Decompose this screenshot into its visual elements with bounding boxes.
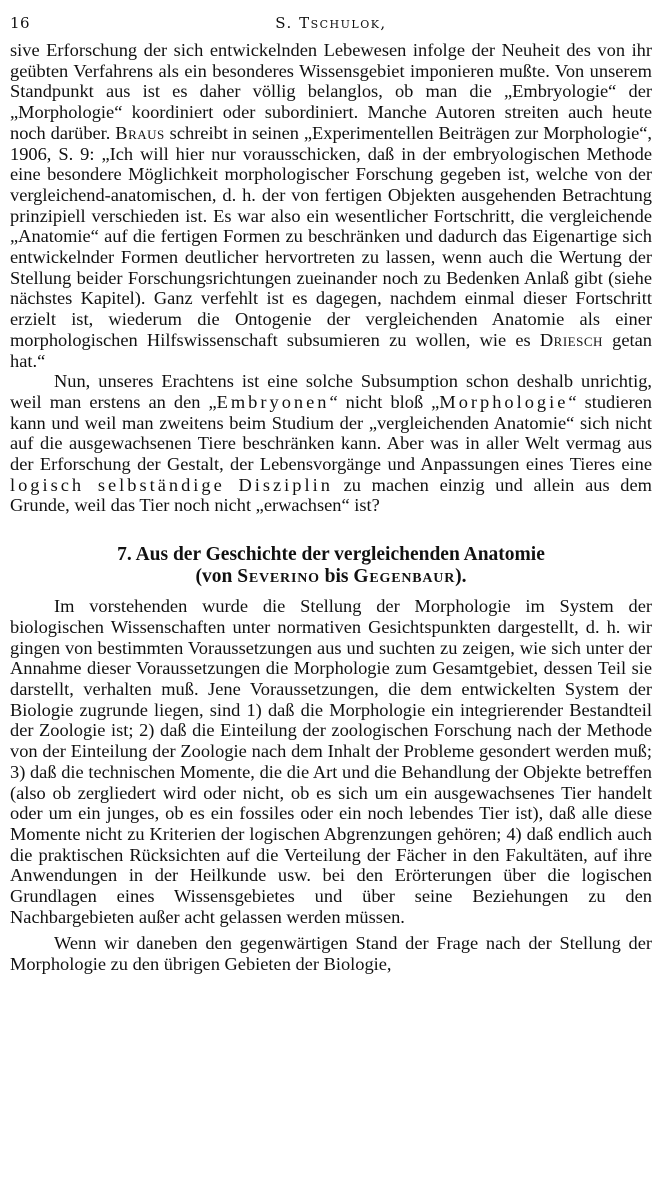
braus-quote: schreibt in seinen „Experimentellen Beiträgen zur Morphologie“, 1906, S. 9: „Ich will hier nur vorausschicken, daß in der embryologischen Methode eine besondere Möglichkeit morphologischer Forschung gegeben ist, welche von der vergleichend-anatomischen, d. h. der von fertigen Objekten ausgehenden Betrachtung prinzipiell verschieden ist. Es war also ein wesentlicher Fortschritt, die vergleichende „Anatomie“ auf die fertigen Formen zu beschränken und dadurch das Eigenartige sich entwickelnder Formen deutlicher hervortreten zu lassen, wenn auch die Wertung der Stellung beider Forschungsrichtungen zueinander noch zu Bedenken Anlaß gibt (siehe nächstes Kapitel). Ganz verfehlt ist es dagegen, nachdem einmal dieser Fortschritt erzielt ist, wiederum die Ontogenie der vergleichenden Anatomie als einer morphologischen Hilfswissenschaft subsumieren zu wollen, wie es [10, 122, 652, 350]
paragraph-text: “ nicht bloß „ [329, 391, 440, 412]
paragraph-text: zu machen einzig und allein aus dem Grunde, weil das Tier noch nicht „erwachsen“ ist? [10, 474, 652, 516]
running-header [10, 14, 652, 40]
quote-ending: getan hat.“ [10, 329, 652, 371]
book-page [10, 14, 652, 975]
author-name-braus: Braus [115, 122, 165, 143]
paragraph-continuation [10, 40, 652, 371]
emphasized-term: Morphologie [439, 391, 569, 412]
section-heading [10, 544, 652, 588]
emphasized-term: Embryonen [216, 391, 330, 412]
author-name-driesch: Driesch [539, 329, 603, 350]
page-body [10, 40, 652, 975]
name-severino: Severino [237, 566, 320, 588]
running-title: S. Tschulok, [275, 14, 387, 32]
paragraph-subsumption [10, 371, 652, 516]
paragraph-text: “ studieren kann und weil man zweitens beim Studium der „vergleichenden Anatomie“ sich nicht auf die ausgewachsenen Tiere beschränken kann. Aber was in aller Welt vermag aus der Erforschung der Gestalt, der Lebensvorgänge und Anpassungen eines Tieres eine [10, 391, 652, 475]
paragraph-text: sive Erforschung der sich entwickelnden Lebewesen infolge der Neuheit des von ihr geübten Verfahrens als ein besonderes Wissensgebiet imponieren mußte. Von unserem Standpunkt aus ist es daher völlig belanglos, ob man die „Embryologie“ der „Morphologie“ koordiniert oder subordiniert. Manche Autoren streiten auch heute noch darüber. [10, 40, 652, 143]
name-gegenbaur: Gegenbaur [353, 566, 456, 588]
section-heading-line2: (von Severino bis Gegenbaur). [195, 566, 467, 588]
paragraph-voraussetzungen: Im vorstehenden wurde die Stellung der Morphologie im System der biologischen Wissenschaften unter normativen Gesichtspunkten dargestellt, d. h. wir gingen von bestimmten Voraussetzungen aus und suchten zu zeigen, wie sich unter der Annahme dieser Voraussetzungen die Morphologie zum Gesamtgebiet, dessen Teil sie darstellt, verhalten muß. Jene Voraussetzungen, die dem entwickelten System der Biologie zugrunde liegen, sind 1) daß die Morphologie ein integrierender Bestandteil der Zoologie ist; 2) daß die Einteilung der zoologischen Forschung nach der Methode von der Einteilung der Zoologie nach dem Inhalt der Probleme gesondert werden muß; 3) daß die technischen Momente, die die Art und die Behandlung der Objekte betreffen (also ob zergliedert wird oder nicht, ob es sich um ein ausgewachsenes Tier handelt oder um ein junges, ob es ein fossiles oder ein noch lebendes Tier ist), daß alle diese Momente nicht zu Kriterien der logischen Abgrenzungen gehören; 4) daß endlich auch die praktischen Rücksichten auf die Verteilung der Fächer in den Fakultäten, auf ihre Anwendungen in der Heilkunde usw. bei den Erörterungen über die logischen Grundlagen eines Wissensgebietes und über seine Beziehungen zu den Nachbargebieten außer acht gelassen werden müssen. [10, 596, 652, 927]
paragraph-final: Wenn wir daneben den gegenwärtigen Stand der Frage nach der Stellung der Morphologie zu den übrigen Gebieten der Biologie, [10, 933, 652, 975]
page-number: 16 [10, 14, 31, 32]
section-heading-line1: 7. Aus der Geschichte der vergleichenden Anatomie [117, 544, 545, 566]
paragraph-text: Nun, unseres Erachtens ist eine solche Subsumption schon deshalb unrichtig, weil man erstens an den „ [10, 371, 652, 412]
emphasized-term: logisch selbständige Disziplin [10, 474, 333, 495]
